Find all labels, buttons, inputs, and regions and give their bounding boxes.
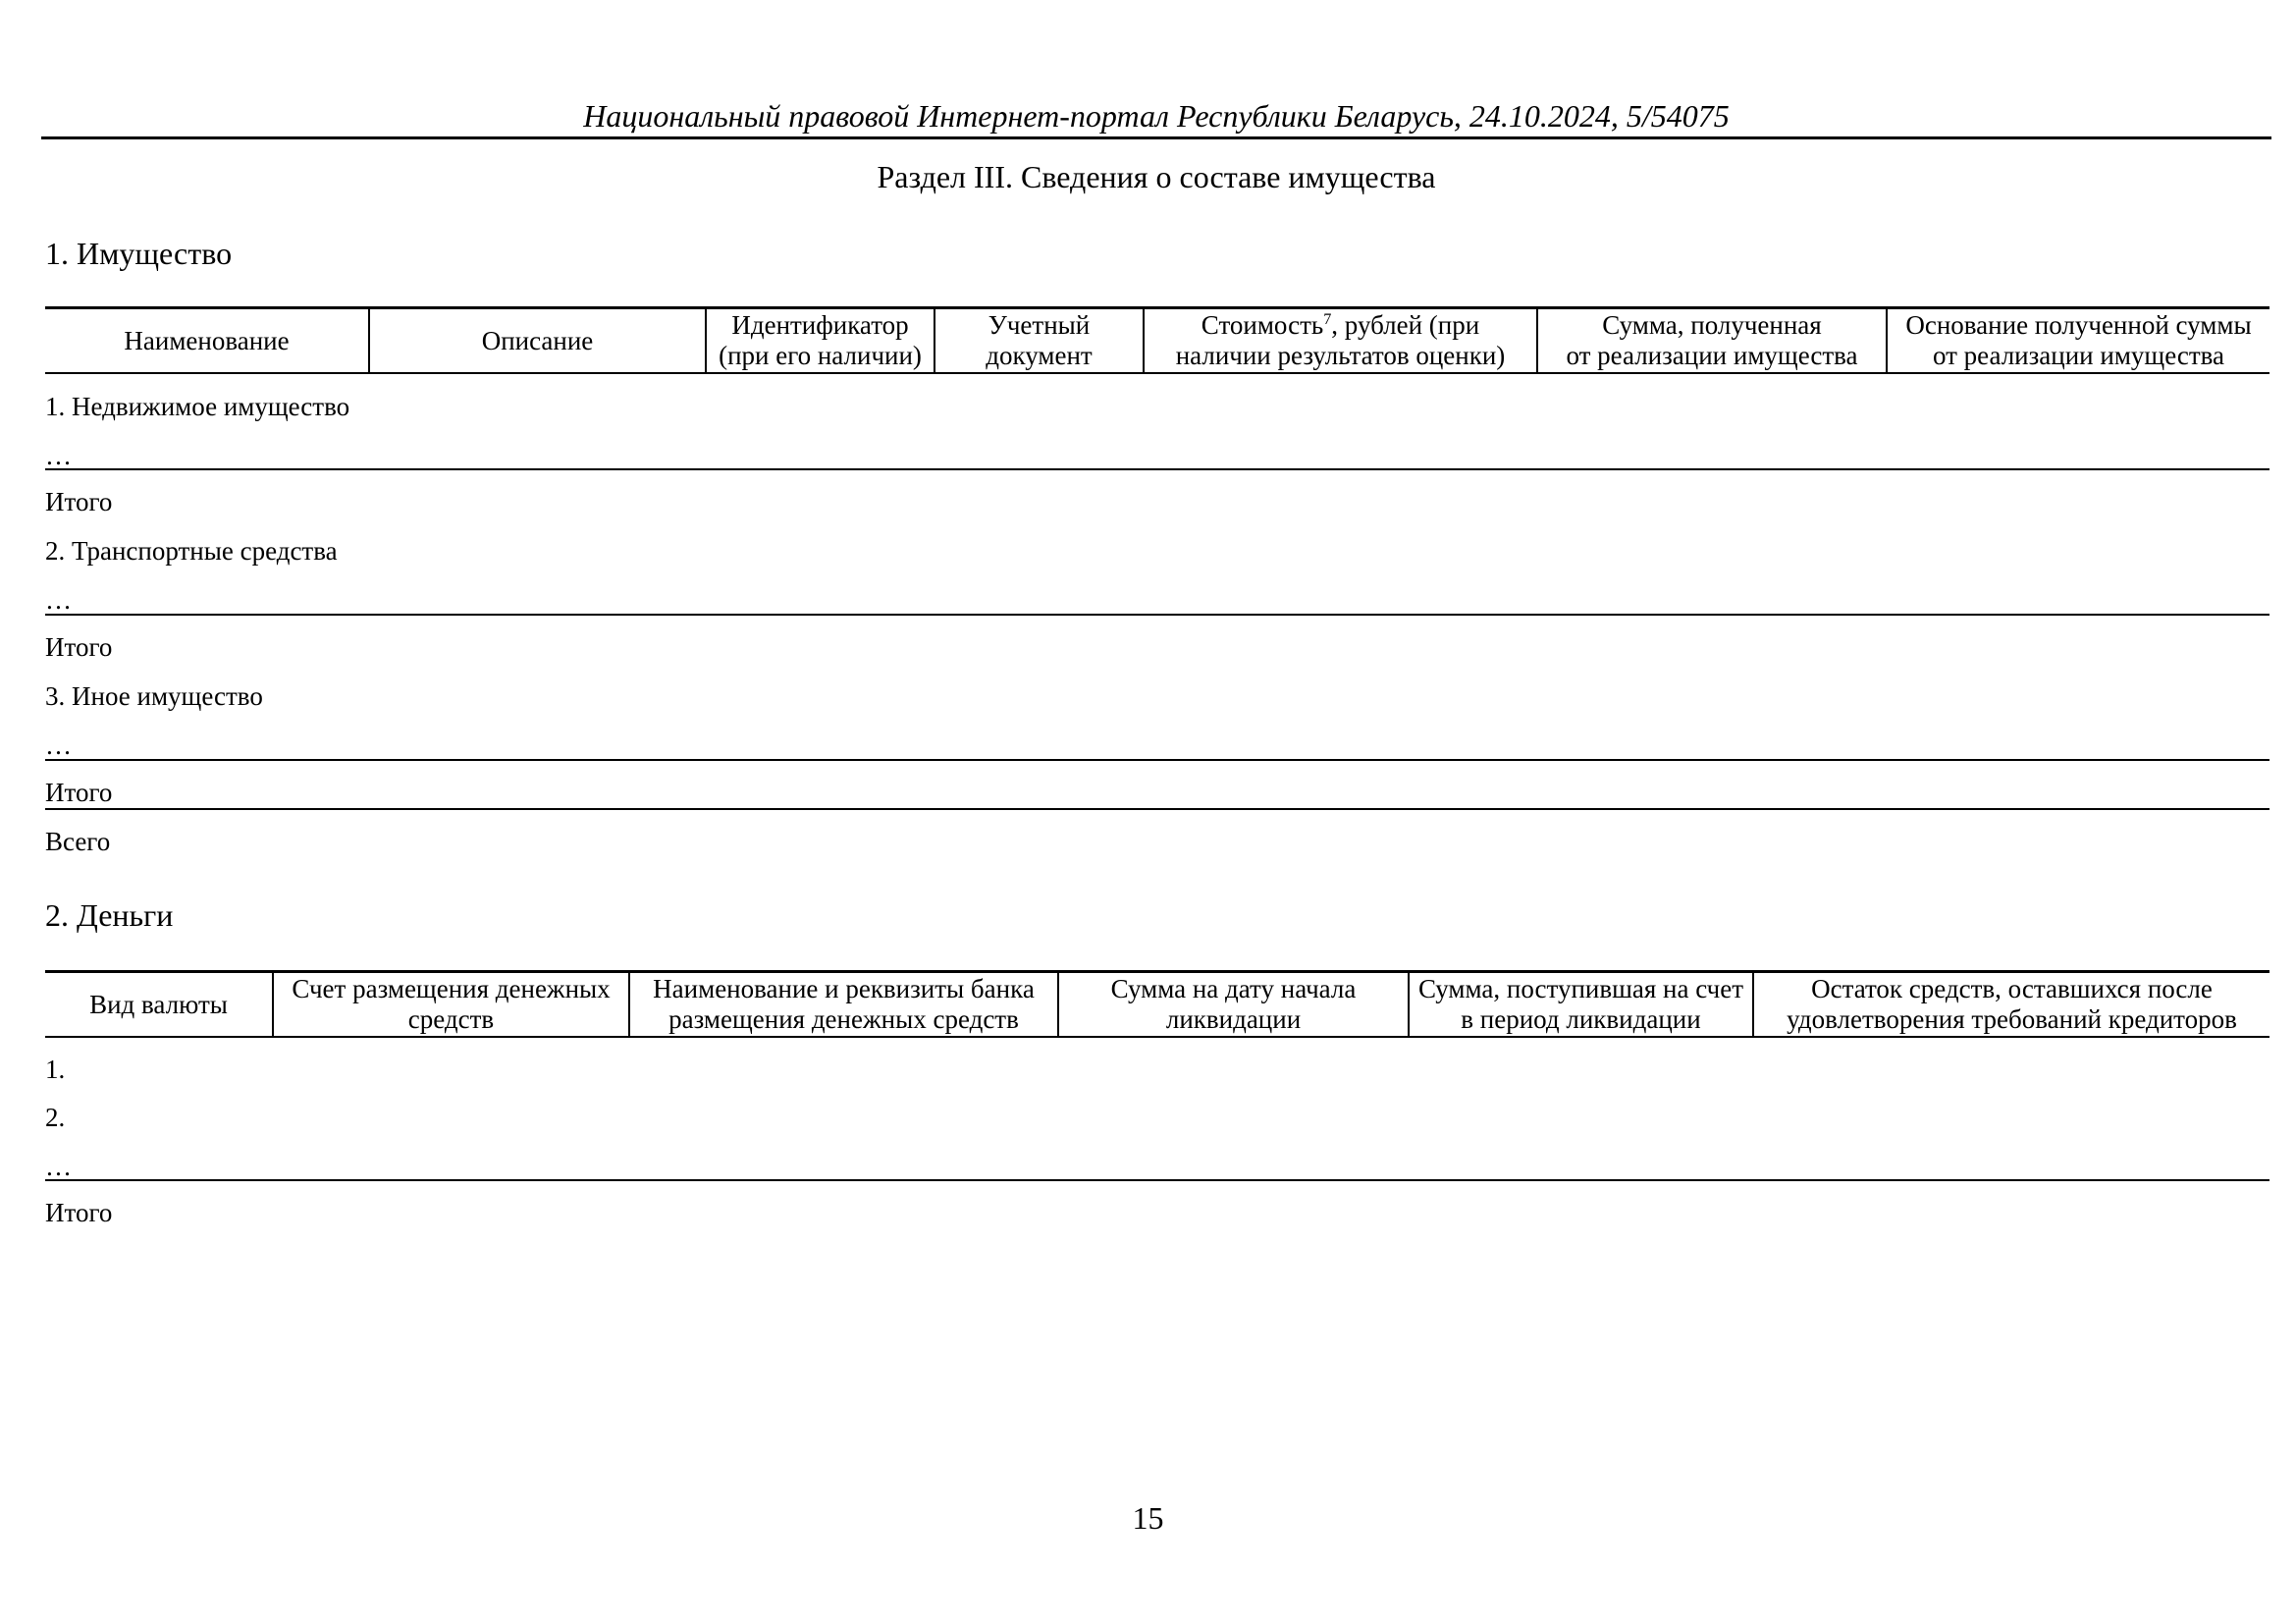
money-row-1: 1. bbox=[45, 1055, 66, 1084]
footnote-ref: 7 bbox=[1323, 310, 1332, 328]
group-total-vehicles: Итого bbox=[45, 632, 113, 662]
group-placeholder-real-estate: … bbox=[45, 441, 72, 470]
money-row-2: 2. bbox=[45, 1103, 66, 1132]
row-rule bbox=[45, 614, 2269, 616]
col-identifier: Идентификатор (при его наличии) bbox=[706, 308, 934, 374]
group-title-vehicles: 2. Транспортные средства bbox=[45, 536, 338, 566]
property-heading: 1. Имущество bbox=[45, 236, 233, 271]
col-description: Описание bbox=[369, 308, 706, 374]
group-total-other: Итого bbox=[45, 778, 113, 807]
col-name: Наименование bbox=[45, 308, 369, 374]
col-account: Счет размещения денежных средств bbox=[273, 972, 629, 1038]
group-total-real-estate: Итого bbox=[45, 487, 113, 516]
document-header: Национальный правовой Интернет-портал Республики Беларусь, 24.10.2024, 5/54075 bbox=[583, 98, 1730, 134]
group-placeholder-vehicles: … bbox=[45, 585, 72, 615]
money-row-placeholder: … bbox=[45, 1152, 72, 1181]
section-title: Раздел III. Сведения о составе имущества bbox=[877, 159, 1436, 194]
col-bank: Наименование и реквизиты банка размещения денежных средств bbox=[629, 972, 1058, 1038]
property-table-header bbox=[45, 306, 2269, 374]
header-rule bbox=[41, 136, 2271, 139]
col-sale-amount: Сумма, полученная от реализации имущества bbox=[1537, 308, 1887, 374]
row-rule bbox=[45, 759, 2269, 761]
col-accounting-document: Учетный документ bbox=[934, 308, 1144, 374]
group-title-real-estate: 1. Недвижимое имущество bbox=[45, 392, 350, 421]
row-rule bbox=[45, 808, 2269, 810]
col-remaining-balance: Остаток средств, оставшихся после удовлетворения требований кредиторов bbox=[1753, 972, 2269, 1038]
row-rule bbox=[45, 468, 2269, 470]
money-table-header bbox=[45, 970, 2269, 1038]
row-rule bbox=[45, 1179, 2269, 1181]
col-value: Стоимость$^7$, рублей (при наличии результатов оценки) bbox=[1144, 308, 1537, 374]
col-sale-basis: Основание полученной суммы от реализации имущества bbox=[1887, 308, 2269, 374]
col-currency: Вид валюты bbox=[45, 972, 273, 1038]
col-start-amount: Сумма на дату начала ликвидации bbox=[1058, 972, 1409, 1038]
money-total: Итого bbox=[45, 1198, 113, 1227]
money-heading: 2. Деньги bbox=[45, 897, 174, 933]
group-title-other: 3. Иное имущество bbox=[45, 681, 263, 711]
col-received-amount: Сумма, поступившая на счет в период ликвидации bbox=[1409, 972, 1753, 1038]
grand-total: Всего bbox=[45, 827, 111, 856]
page-number: 15 bbox=[1132, 1500, 1164, 1536]
group-placeholder-other: … bbox=[45, 731, 72, 760]
